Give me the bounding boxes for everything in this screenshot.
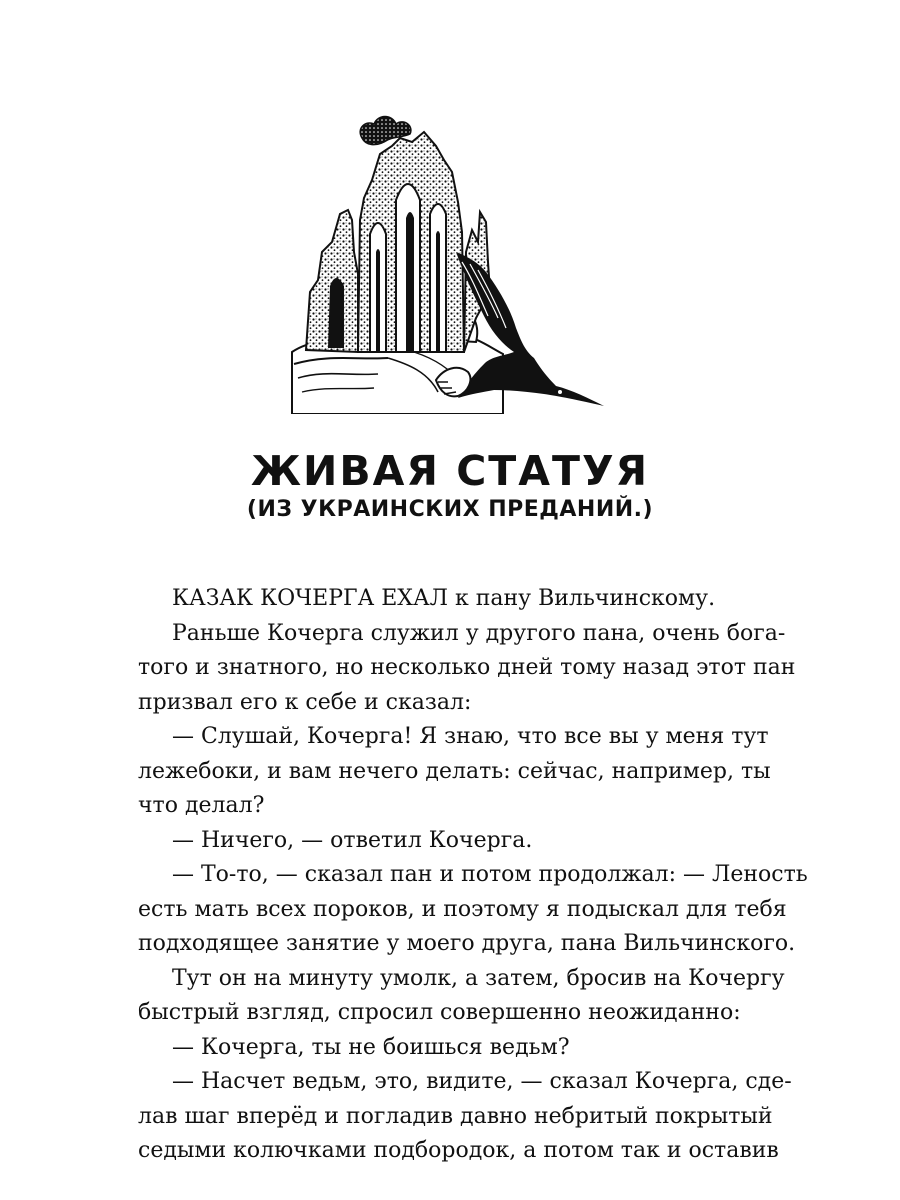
text-line: — Насчет ведьм, это, видите, — сказал Кочерга, сде- <box>172 1069 792 1094</box>
chapter-heading <box>0 446 900 524</box>
chapter-illustration <box>288 102 608 414</box>
text-line: лав шаг вперёд и погладив давно небритый покрытый <box>138 1103 773 1129</box>
chapter-subtitle: (ИЗ УКРАИНСКИХ ПРЕДАНИЙ.) <box>246 497 654 522</box>
ruined-castle-eagle-icon <box>288 102 608 414</box>
text-line: — Кочерга, ты не боишься ведьм? <box>172 1034 570 1060</box>
text-line: лежебоки, и вам нечего делать: сейчас, например, ты <box>138 758 771 784</box>
text-line: что делал? <box>138 793 265 818</box>
chapter-body <box>138 582 808 1169</box>
text-line: быстрый взгляд, спросил совершенно неожиданно: <box>138 1000 741 1025</box>
text-line: — То-то, — сказал пан и потом продолжал: — Леность <box>172 862 808 887</box>
text-line: того и знатного, но несколько дней тому назад этот пан <box>138 655 796 680</box>
text-line: есть мать всех пороков, и поэтому я подыскал для тебя <box>138 896 787 922</box>
text-line: подходящее занятие у моего друга, пана Вильчинского. <box>138 931 796 956</box>
text-line: призвал его к себе и сказал: <box>138 689 472 715</box>
text-line: КАЗАК КОЧЕРГА ЕХАЛ к пану Вильчинскому. <box>172 586 716 611</box>
text-line: — Ничего, — ответил Кочерга. <box>172 827 533 853</box>
text-line: седыми колючками подбородок, а потом так и оставив <box>138 1138 779 1163</box>
text-line: Раньше Кочерга служил у другого пана, очень бога- <box>172 620 786 646</box>
text-line: — Слушай, Кочерга! Я знаю, что все вы у меня тут <box>172 724 769 749</box>
text-line: Тут он на минуту умолк, а затем, бросив на Кочергу <box>172 965 785 991</box>
chapter-title: ЖИВАЯ СТАТУЯ <box>250 447 650 495</box>
